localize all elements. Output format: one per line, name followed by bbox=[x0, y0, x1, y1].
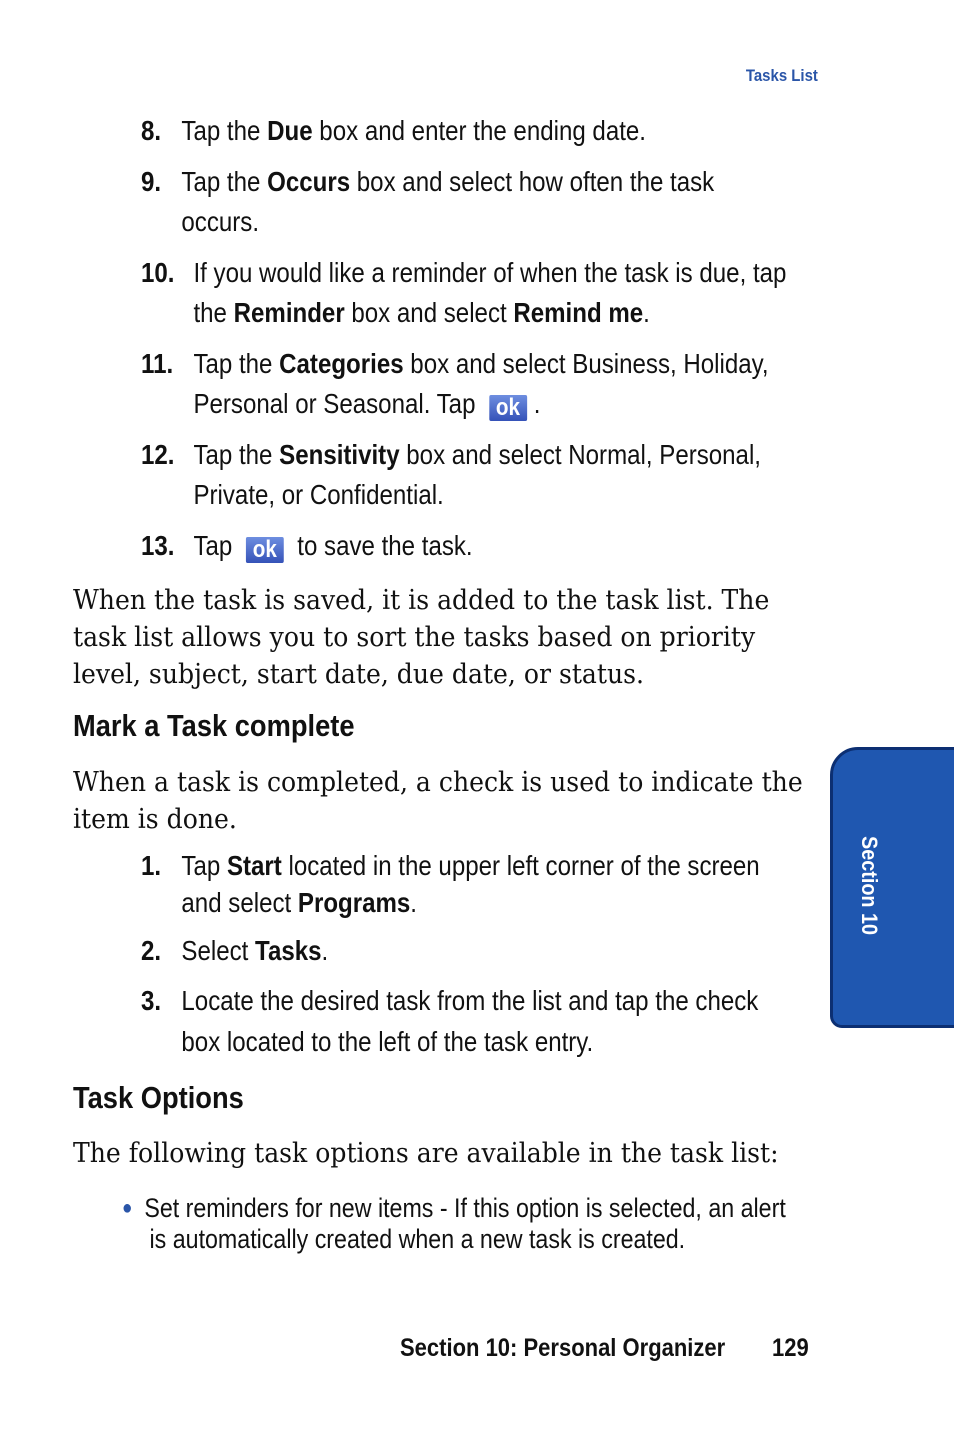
step-text: box and enter the ending date. bbox=[312, 115, 646, 146]
step-ui-term: Start bbox=[226, 850, 282, 881]
step-text: . bbox=[410, 887, 417, 918]
section-side-tab-label: Section 10 bbox=[857, 836, 882, 936]
step-text-line bbox=[181, 981, 758, 1021]
step-number: 1. bbox=[141, 850, 162, 881]
step-text: Locate the desired task from the list and tap the check bbox=[181, 985, 759, 1016]
paragraph-task-saved: When the task is saved, it is added to the task list. The task list allows you to sort the tasks based on priority level, subject, start date, due date, or status. bbox=[73, 585, 770, 690]
ok-button-icon: ok bbox=[489, 395, 527, 421]
step-number: 11. bbox=[141, 348, 174, 379]
step-number: 13. bbox=[141, 530, 175, 561]
step-text-line bbox=[193, 344, 768, 384]
step-text: . bbox=[643, 297, 650, 328]
step-text: Select bbox=[181, 935, 256, 966]
step-text: If you would like a reminder of when the task is due, tap bbox=[193, 257, 787, 288]
step-number: 8. bbox=[141, 115, 162, 146]
page-number: 129 bbox=[772, 1334, 809, 1362]
bullet-line-2: is automatically created when a new task is created. bbox=[149, 1224, 686, 1254]
step-text-line bbox=[181, 1022, 593, 1062]
step-text-line bbox=[181, 931, 328, 971]
step-text-line bbox=[181, 883, 417, 923]
step-text: to save the task. bbox=[290, 530, 473, 561]
step-text: Tap the bbox=[181, 166, 268, 197]
step-ui-term: Programs bbox=[297, 887, 411, 918]
step-text: Personal or Seasonal. Tap bbox=[193, 388, 483, 419]
step-text: box and select how often the task bbox=[350, 166, 715, 197]
step-ui-term: Reminder bbox=[233, 297, 345, 328]
step-text: box and select bbox=[344, 297, 514, 328]
footer-section-title: Section 10: Personal Organizer bbox=[400, 1334, 726, 1362]
step-text-line bbox=[181, 162, 714, 202]
step-ui-term: Due bbox=[267, 115, 313, 146]
step-text-line bbox=[181, 111, 646, 151]
step-text: Private, or Confidential. bbox=[193, 479, 444, 510]
step-text: Tap the bbox=[193, 439, 280, 470]
step-text: box and select Business, Holiday, bbox=[403, 348, 769, 379]
step-text: box located to the left of the task entry. bbox=[181, 1026, 594, 1057]
heading-task-options: Task Options bbox=[73, 1080, 244, 1115]
running-header: Tasks List bbox=[745, 66, 818, 85]
step-text-line bbox=[193, 435, 761, 475]
heading-mark-task-complete: Mark a Task complete bbox=[73, 708, 355, 743]
step-text-line bbox=[193, 384, 540, 424]
step-ui-term: Tasks bbox=[255, 935, 322, 966]
step-text-line bbox=[193, 253, 786, 293]
step-text-line bbox=[181, 846, 759, 886]
bullet-dot-icon: ● bbox=[122, 1197, 133, 1219]
step-text-line bbox=[193, 475, 443, 515]
step-text-line bbox=[193, 526, 472, 566]
step-ui-term: Sensitivity bbox=[279, 439, 400, 470]
step-ui-term: Categories bbox=[279, 348, 404, 379]
step-number: 2. bbox=[141, 935, 162, 966]
step-text: located in the upper left corner of the screen bbox=[281, 850, 760, 881]
bullet-line-1: Set reminders for new items - If this option is selected, an alert bbox=[144, 1193, 786, 1223]
step-text: the bbox=[193, 297, 234, 328]
step-number: 12. bbox=[141, 439, 175, 470]
step-text: box and select Normal, Personal, bbox=[399, 439, 761, 470]
step-text-line bbox=[181, 202, 259, 242]
step-number: 3. bbox=[141, 985, 162, 1016]
step-text: Tap the bbox=[193, 348, 280, 379]
step-text: Tap bbox=[193, 530, 239, 561]
section-side-tab bbox=[830, 747, 954, 1028]
step-number: 9. bbox=[141, 166, 162, 197]
step-text-line bbox=[193, 293, 649, 333]
paragraph-mark-complete: When a task is completed, a check is used to indicate the item is done. bbox=[73, 767, 803, 835]
step-text: occurs. bbox=[181, 206, 260, 237]
step-text: and select bbox=[181, 887, 298, 918]
step-text: . bbox=[533, 388, 541, 419]
ok-button-icon: ok bbox=[246, 537, 284, 563]
step-ui-term: Occurs bbox=[267, 166, 351, 197]
step-text: Tap the bbox=[181, 115, 268, 146]
step-text: Tap bbox=[181, 850, 227, 881]
paragraph-task-options: The following task options are available in the task list: bbox=[73, 1138, 779, 1169]
step-text: . bbox=[321, 935, 329, 966]
step-number: 10. bbox=[141, 257, 175, 288]
step-ui-term: Remind me bbox=[513, 297, 644, 328]
